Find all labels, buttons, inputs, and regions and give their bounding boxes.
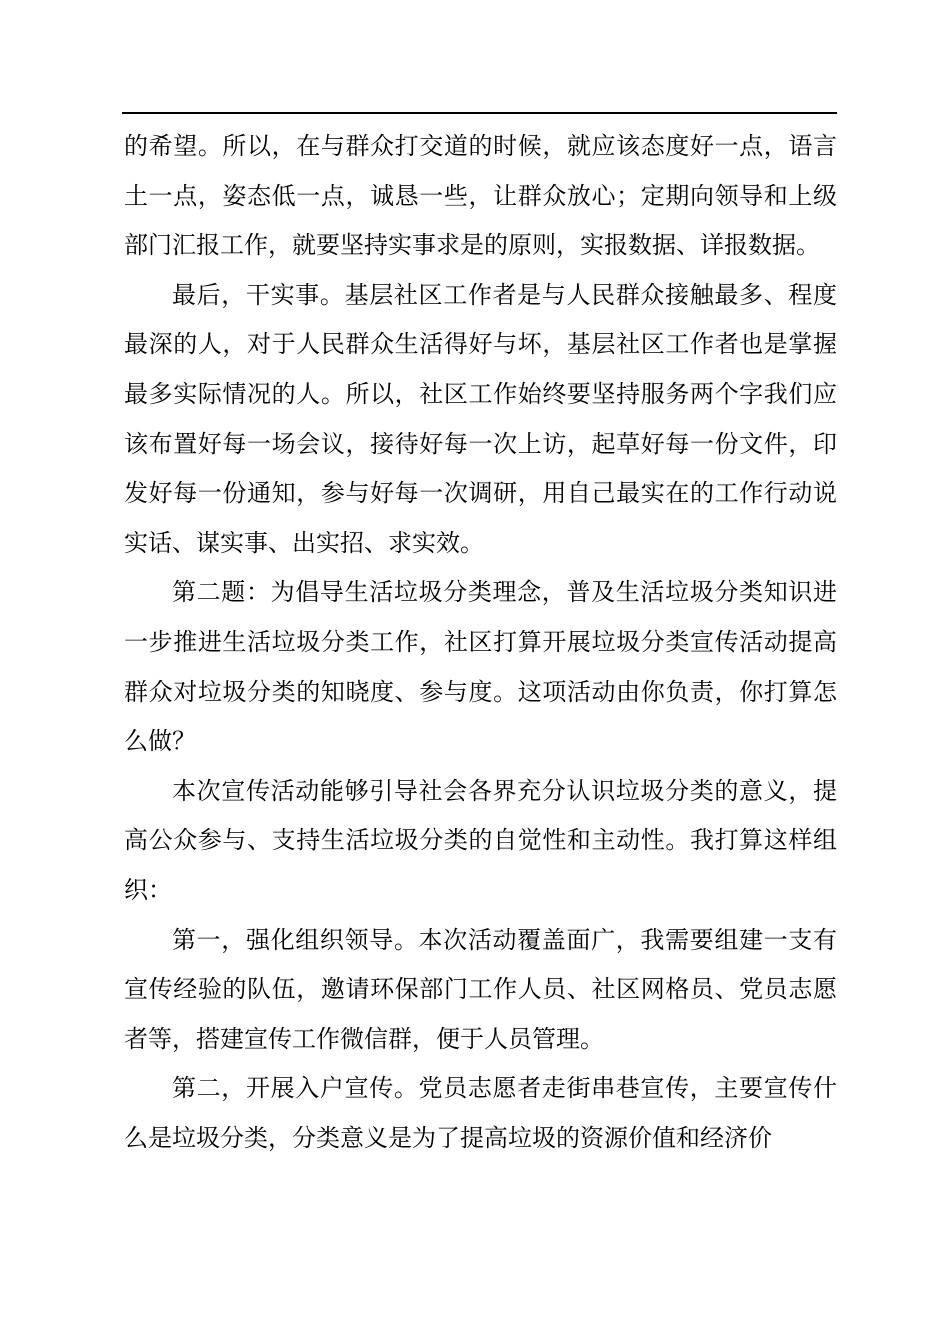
paragraph-answer-intro: 本次宣传活动能够引导社会各界充分认识垃圾分类的意义，提高公众参与、支持生活垃圾分类的自觉性和主动性。我打算这样组织： (124, 776, 837, 904)
paragraph-continuation: 的希望。所以，在与群众打交道的时候，就应该态度好一点，语言土一点，姿态低一点，诚恳一些，让群众放心；定期向领导和上级部门汇报工作，就要坚持实事求是的原则，实报数据、详报数据。 (124, 132, 837, 260)
paragraph-point-two: 第二，开展入户宣传。党员志愿者走街串巷宣传，主要宣传什么是垃圾分类，分类意义是为了提高垃圾的资源价值和经济价 (124, 1074, 837, 1152)
paragraph-point-one: 第一，强化组织领导。本次活动覆盖面广，我需要组建一支有宣传经验的队伍，邀请环保部门工作人员、社区网格员、党员志愿者等，搭建宣传工作微信群，便于人员管理。 (124, 925, 837, 1053)
paragraph-conclusion: 最后，干实事。基层社区工作者是与人民群众接触最多、程度最深的人，对于人民群众生活得好与坏，基层社区工作者也是掌握最多实际情况的人。所以，社区工作始终要坚持服务两个字我们应该布置好每一场会议，接待好每一次上访，起草好每一份文件，印发好每一份通知，参与好每一次调研，用自己最实在的工作行动说实话、谋实事、出实招、求实效。 (124, 280, 837, 557)
document-body (124, 122, 837, 1163)
paragraph-question-two: 第二题：为倡导生活垃圾分类理念，普及生活垃圾分类知识进一步推进生活垃圾分类工作，社区打算开展垃圾分类宣传活动提高群众对垃圾分类的知晓度、参与度。这项活动由你负责，你打算怎么做？ (124, 578, 837, 756)
header-rule (122, 112, 837, 114)
